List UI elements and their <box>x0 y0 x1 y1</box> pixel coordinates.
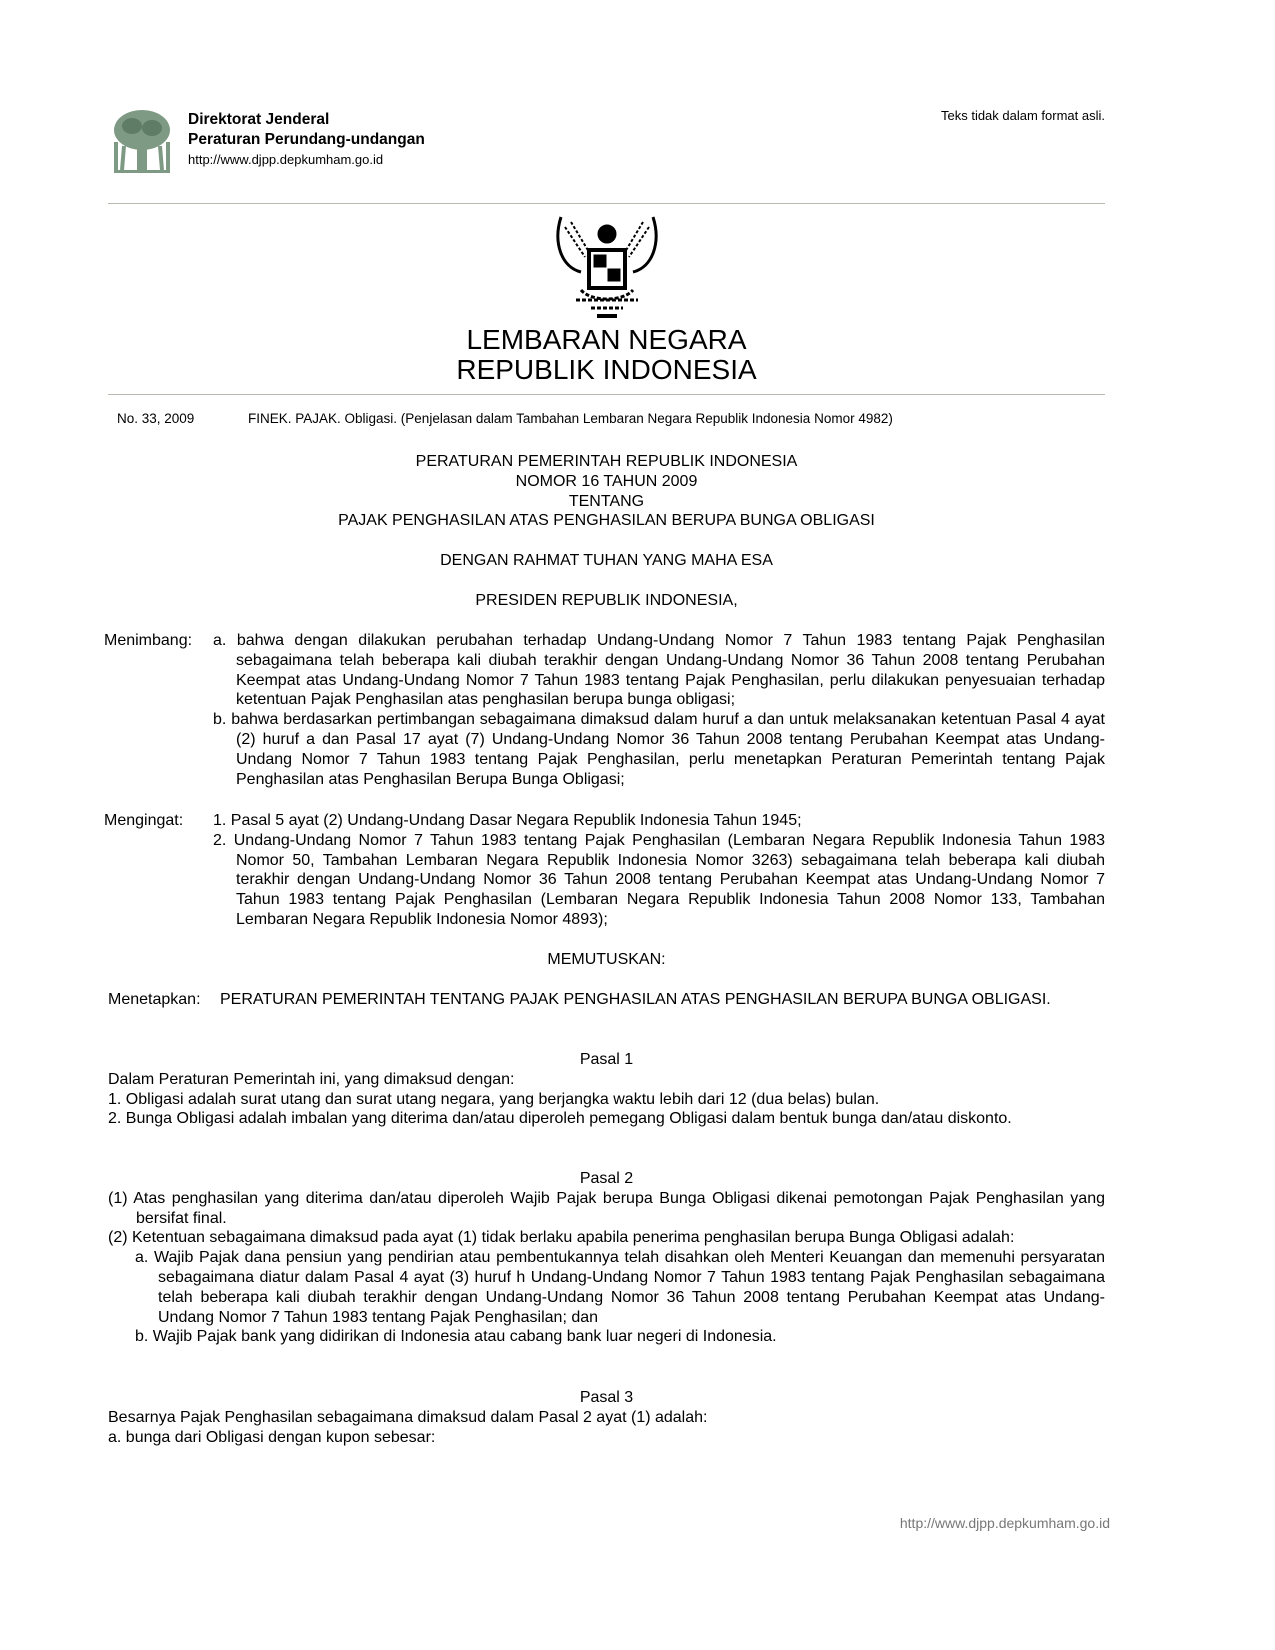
mengingat-section <box>104 811 1105 930</box>
org-url-link[interactable]: http://www.djpp.depkumham.go.id <box>188 152 384 167</box>
divider <box>108 394 1105 395</box>
memutuskan-heading: MEMUTUSKAN: <box>547 951 666 968</box>
menimbang-item: a. bahwa dengan dilakukan perubahan terhadap Undang-Undang Nomor 7 Tahun 1983 tentang Pajak Penghasilan sebagaimana telah beberapa kali diubah terakhir dengan Undang-Undang Nomor 36 Tahun 2008 tentang Perubahan Keempat atas Undang-Undang Nomor 7 Tahun 1983 tentang Pajak Penghasilan, perlu dilakukan penyesuaian terhadap ketentuan Pajak Penghasilan atas penghasilan berupa bunga obligasi; <box>213 632 1105 709</box>
pasal-3 <box>108 1388 1105 1447</box>
pasal-1 <box>108 1050 1105 1129</box>
pasal-intro: Besarnya Pajak Penghasilan sebagaimana dimaksud dalam Pasal 2 ayat (1) adalah: <box>108 1408 708 1426</box>
mengingat-item: 1. Pasal 5 ayat (2) Undang-Undang Dasar Negara Republik Indonesia Tahun 1945; <box>213 812 802 829</box>
masthead-line1: LEMBARAN NEGARA <box>466 324 747 355</box>
menimbang-item: b. bahwa berdasarkan pertimbangan sebagaimana dimaksud dalam huruf a dan untuk melaksanakan ketentuan Pasal 4 ayat (2) huruf a dan Pasal 17 ayat (7) Undang-Undang Nomor 36 Tahun 2008 tentang Perubahan Keempat atas Undang-Undang Nomor 7 Tahun 1983 tentang Pajak Penghasilan, perlu menetapkan Peraturan Pemerintah tentang Pajak Penghasilan atas Penghasilan Berupa Bunga Obligasi; <box>213 711 1105 788</box>
menimbang-label: Menimbang: <box>104 632 193 649</box>
title-line2: NOMOR 16 TAHUN 2009 <box>515 472 698 490</box>
pasal-heading: Pasal 3 <box>579 1389 634 1406</box>
pasal-heading: Pasal 2 <box>579 1170 634 1187</box>
masthead-line2: REPUBLIK INDONESIA <box>456 354 757 385</box>
definition-item: 1. Obligasi adalah surat utang dan surat utang negara, yang berjangka waktu lebih dari 12 (dua belas) bulan. <box>108 1090 880 1108</box>
menetapkan-section <box>108 990 1105 1010</box>
preamble: DENGAN RAHMAT TUHAN YANG MAHA ESA <box>440 552 773 570</box>
pasal-intro: Dalam Peraturan Pemerintah ini, yang dimaksud dengan: <box>108 1070 515 1088</box>
divider <box>108 203 1105 204</box>
ayat-subitem: b. Wajib Pajak bank yang didirikan di Indonesia atau cabang bank luar negeri di Indonesia. <box>135 1328 777 1346</box>
gazette-summary: FINEK. PAJAK. Obligasi. (Penjelasan dalam Tambahan Lembaran Negara Republik Indonesia Nomor 4982) <box>248 411 893 426</box>
ayat-subitem: a. Wajib Pajak dana pensiun yang pendirian atau pembentukannya telah disahkan oleh Menteri Keuangan dan memenuhi persyaratan sebagaimana diatur dalam Pasal 4 ayat (3) huruf h Undang-Undang Nomor 7 Tahun 1983 tentang Pajak Penghasilan sebagaimana telah beberapa kali diubah terakhir dengan Undang-Undang Nomor 36 Tahun 2008 tentang Perubahan Keempat atas Undang-Undang Nomor 7 Tahun 1983 tentang Pajak Penghasilan; dan <box>135 1249 1105 1326</box>
title-line1: PERATURAN PEMERINTAH REPUBLIK INDONESIA <box>415 453 798 470</box>
format-note: Teks tidak dalam format asli. <box>940 108 1105 123</box>
garuda-emblem-icon <box>551 212 663 324</box>
mengingat-item: 2. Undang-Undang Nomor 7 Tahun 1983 tentang Pajak Penghasilan (Lembaran Negara Republik Indonesia Tahun 1983 Nomor 50, Tambahan Lembaran Negara Republik Indonesia Nomor 3263) sebagaimana telah beberapa kali diubah terakhir dengan Undang-Undang Nomor 36 Tahun 2008 tentang Perubahan Keempat atas Undang-Undang Nomor 7 Tahun 1983 tentang Pajak Penghasilan (Lembaran Negara Republik Indonesia Tahun 2008 Nomor 133, Tambahan Lembaran Negara Republik Indonesia Nomor 4893); <box>213 831 1105 928</box>
title-line3: TENTANG <box>568 492 645 510</box>
menimbang-section <box>104 631 1105 789</box>
title-line4: PAJAK PENGHASILAN ATAS PENGHASILAN BERUPA BUNGA OBLIGASI <box>338 512 875 530</box>
gazette-number: No. 33, 2009 <box>117 411 195 426</box>
menetapkan-text: PERATURAN PEMERINTAH TENTANG PAJAK PENGHASILAN ATAS PENGHASILAN BERUPA BUNGA OBLIGASI. <box>220 991 1051 1008</box>
menetapkan-label: Menetapkan: <box>108 991 201 1008</box>
mengingat-label: Mengingat: <box>104 812 184 829</box>
ayat-item: (1) Atas penghasilan yang diterima dan/atau diperoleh Wajib Pajak berupa Bunga Obligasi dikenai pemotongan Pajak Penghasilan yang bersifat final. <box>108 1189 1105 1227</box>
org-name-line2: Peraturan Perundang-undangan <box>188 131 425 148</box>
djpp-tree-logo-icon <box>110 108 174 174</box>
pasal-2 <box>108 1169 1105 1347</box>
pasal-heading: Pasal 1 <box>579 1051 634 1068</box>
ayat-item: (2) Ketentuan sebagaimana dimaksud pada ayat (1) tidak berlaku apabila penerima penghasilan berupa Bunga Obligasi adalah: <box>108 1229 1015 1247</box>
org-name-line1: Direktorat Jenderal <box>188 111 330 128</box>
president-heading: PRESIDEN REPUBLIK INDONESIA, <box>475 591 738 609</box>
pasal-item: a. bunga dari Obligasi dengan kupon sebesar: <box>108 1428 436 1446</box>
footer-url-link[interactable]: http://www.djpp.depkumham.go.id <box>899 1515 1110 1531</box>
definition-item: 2. Bunga Obligasi adalah imbalan yang diterima dan/atau diperoleh pemegang Obligasi dalam bentuk bunga dan/atau diskonto. <box>108 1110 1012 1128</box>
